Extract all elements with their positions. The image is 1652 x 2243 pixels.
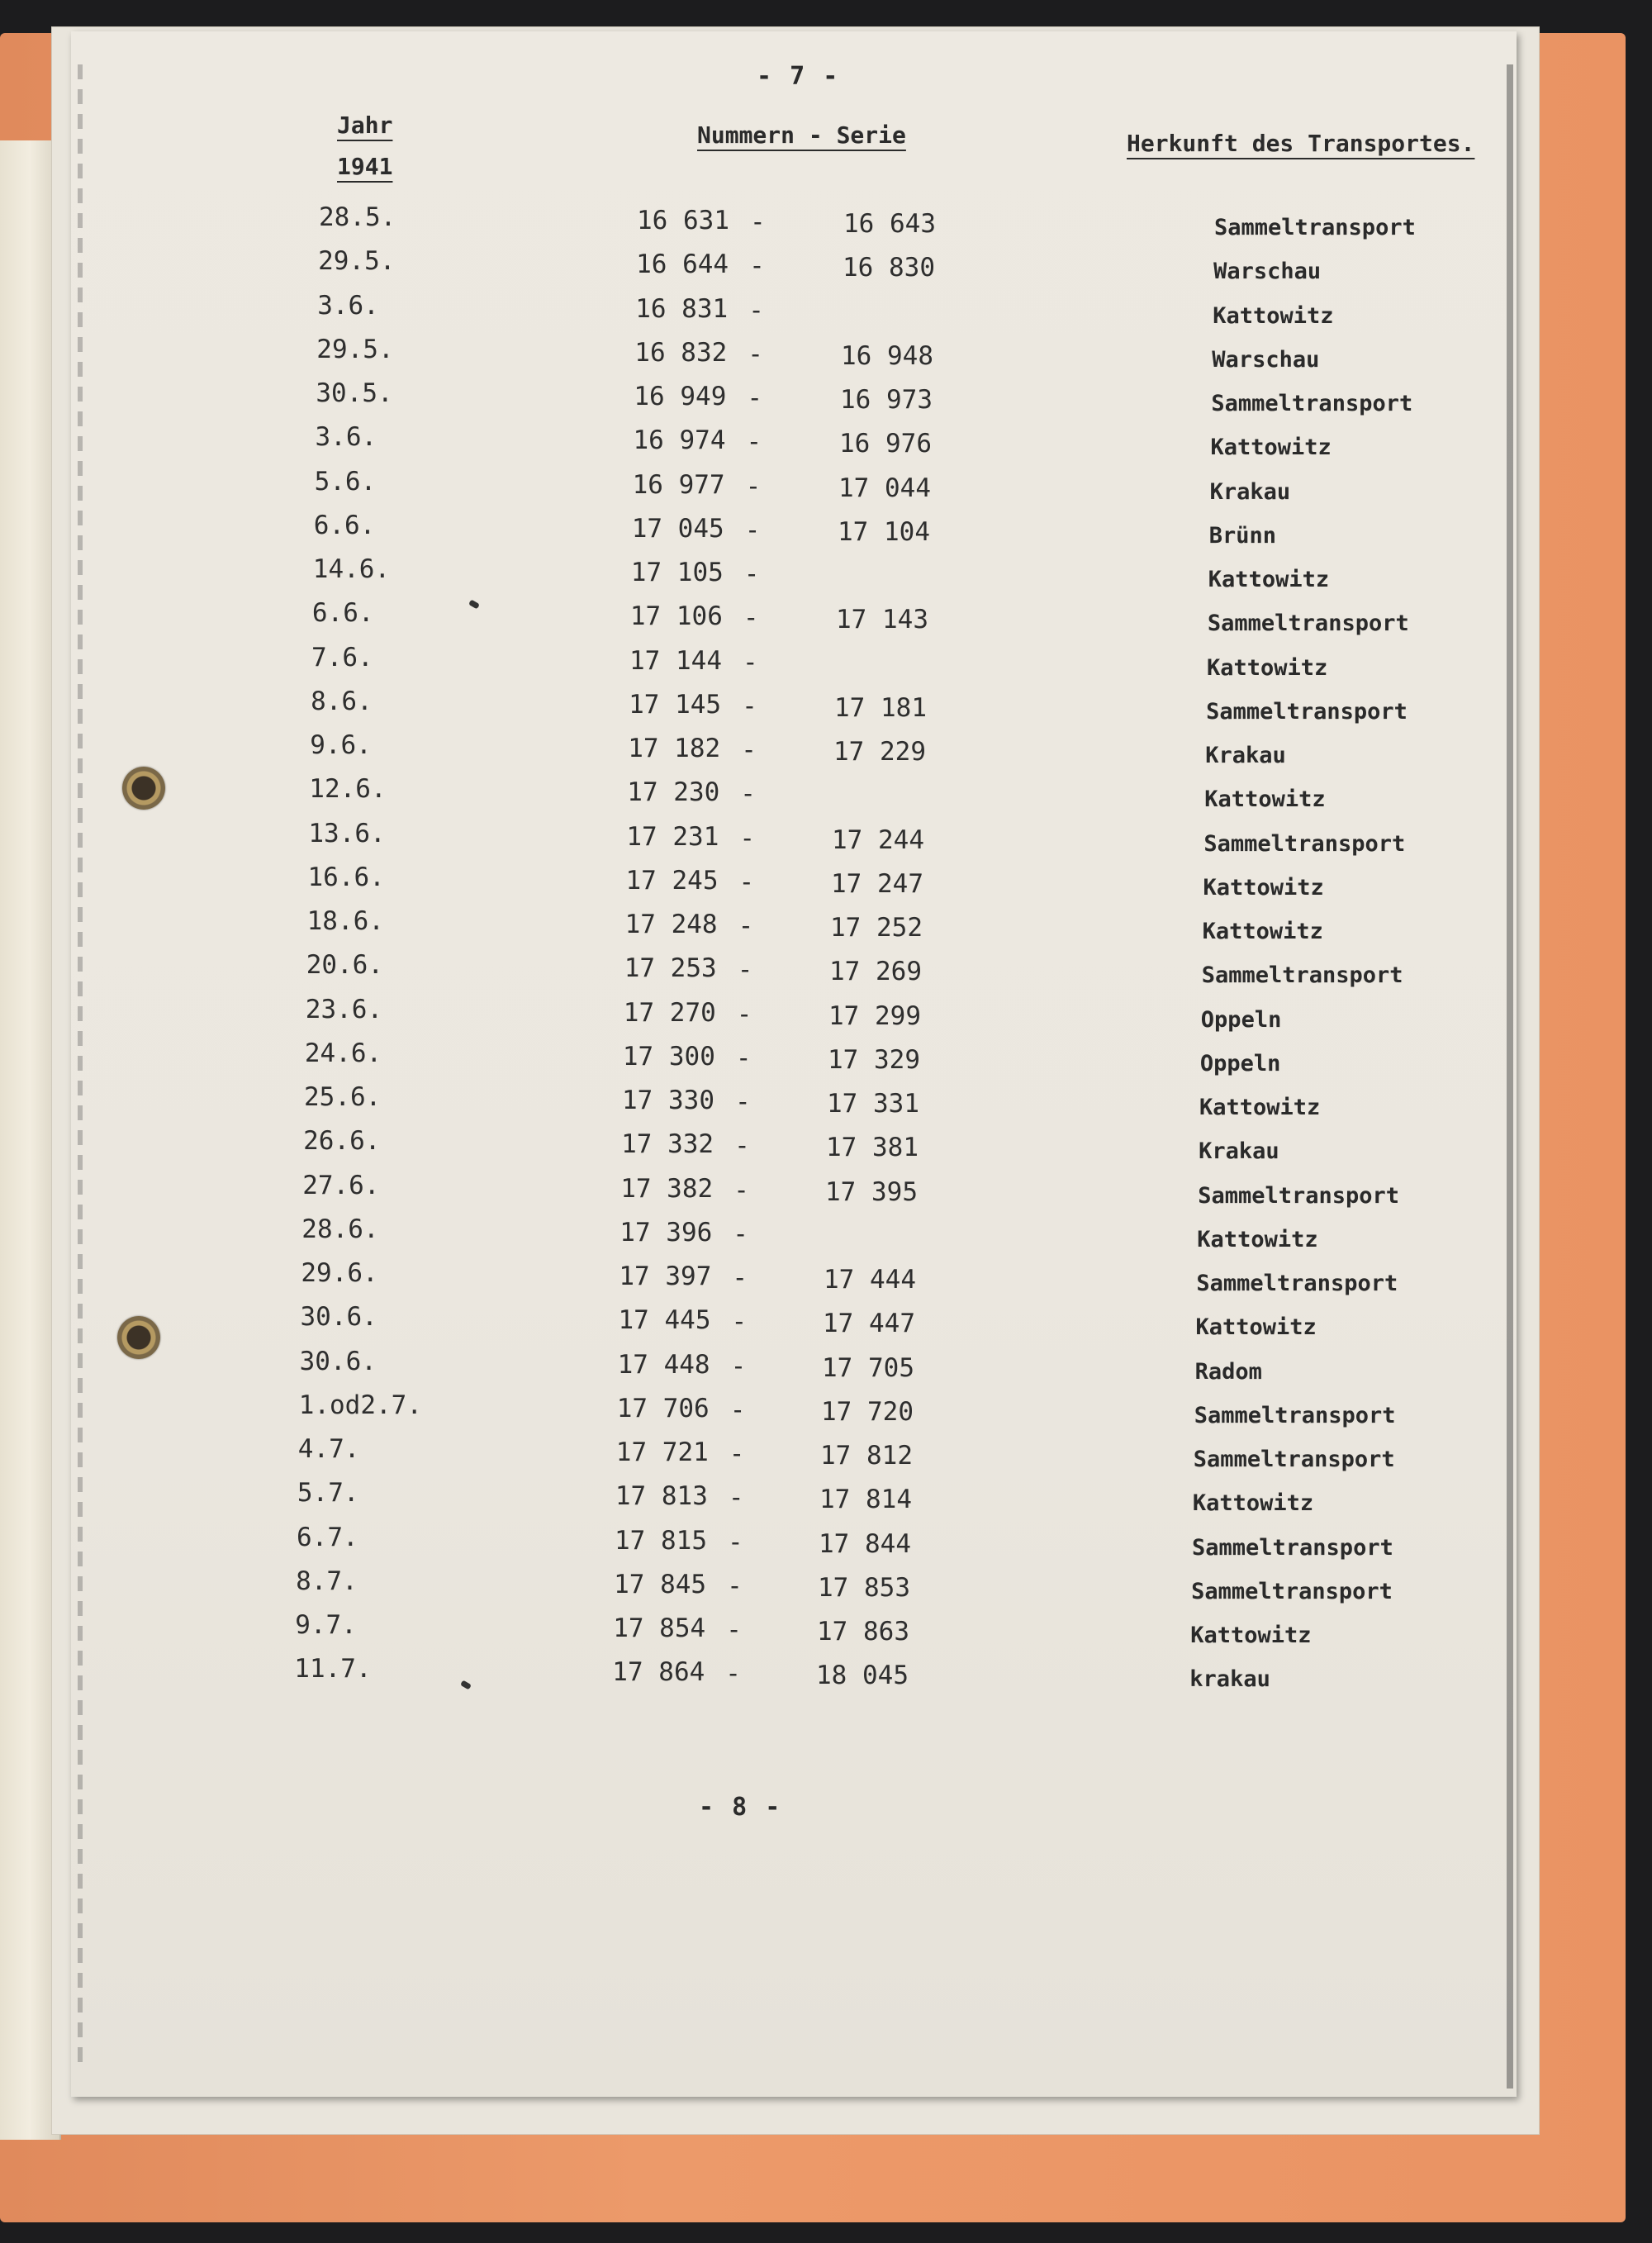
row-dash: - — [728, 1483, 744, 1514]
row-date: 4.7. — [297, 1434, 360, 1464]
row-origin: Sammeltransport — [1191, 1578, 1393, 1604]
row-number-to: 17 331 — [827, 1089, 919, 1119]
row-origin: Oppeln — [1199, 1050, 1281, 1076]
row-number-from: 17 270 — [623, 997, 716, 1028]
row-dash: - — [739, 823, 756, 853]
row-origin: Kattowitz — [1202, 919, 1323, 944]
row-origin: Sammeltransport — [1214, 215, 1416, 240]
row-number-from: 16 977 — [632, 469, 725, 500]
row-dash: - — [750, 207, 766, 237]
row-dash: - — [738, 911, 754, 941]
row-date: 29.5. — [318, 246, 396, 277]
row-date: 18.6. — [306, 906, 384, 936]
row-dash: - — [737, 955, 753, 986]
row-date: 16.6. — [307, 862, 385, 892]
row-origin: Sammeltransport — [1206, 698, 1408, 725]
row-origin: Kattowitz — [1207, 654, 1328, 681]
row-origin: Kattowitz — [1210, 435, 1332, 461]
row-number-to: 17 269 — [829, 957, 922, 987]
row-number-from: 17 815 — [615, 1525, 707, 1556]
punch-hole-icon — [122, 767, 165, 810]
row-origin: Brünn — [1208, 522, 1276, 549]
row-origin: Sammeltransport — [1207, 611, 1409, 637]
row-origin: Kattowitz — [1190, 1623, 1312, 1648]
row-number-from: 17 300 — [622, 1041, 715, 1072]
row-number-from: 17 845 — [614, 1569, 707, 1599]
row-date: 12.6. — [309, 774, 387, 805]
row-dash: - — [730, 1351, 747, 1381]
row-number-from: 17 332 — [621, 1129, 714, 1160]
row-number-to: 17 863 — [817, 1617, 909, 1647]
row-dash: - — [748, 295, 764, 326]
row-dash: - — [740, 779, 756, 810]
row-number-to: 17 244 — [832, 824, 924, 855]
row-number-from: 16 631 — [637, 206, 729, 235]
row-number-from: 16 831 — [635, 293, 729, 324]
row-number-to: 17 181 — [834, 692, 927, 723]
row-date: 23.6. — [305, 994, 383, 1024]
row-number-to: 17 143 — [836, 605, 928, 635]
row-number-to: 17 247 — [831, 868, 923, 899]
row-date: 27.6. — [302, 1170, 380, 1200]
row-dash: - — [735, 1043, 752, 1073]
header-year: Jahr — [337, 112, 393, 139]
row-number-to: 16 976 — [839, 429, 932, 459]
row-number-from: 17 382 — [620, 1173, 714, 1204]
row-number-to: 16 830 — [843, 253, 935, 283]
row-dash: - — [743, 603, 759, 634]
row-dash: - — [726, 1615, 742, 1645]
row-number-to: 17 252 — [830, 913, 923, 943]
row-number-from: 17 231 — [626, 821, 719, 852]
ink-mark — [468, 599, 480, 609]
row-number-from: 17 105 — [630, 558, 724, 587]
row-date: 6.7. — [297, 1522, 358, 1552]
row-origin: Sammeltransport — [1196, 1271, 1398, 1296]
row-dash: - — [735, 1087, 751, 1117]
row-dash: - — [741, 735, 757, 765]
row-dash: - — [745, 471, 762, 501]
row-dash: - — [742, 691, 757, 721]
row-date: 26.6. — [303, 1126, 381, 1157]
row-dash: - — [731, 1307, 748, 1338]
row-date: 8.7. — [296, 1566, 358, 1596]
row-dash: - — [733, 1175, 749, 1205]
row-origin: Sammeltransport — [1193, 1447, 1395, 1472]
row-dash: - — [749, 251, 765, 282]
row-origin: Kattowitz — [1203, 874, 1324, 901]
header-number-series: Nummern - Serie — [697, 121, 906, 149]
row-number-from: 17 445 — [618, 1305, 711, 1336]
row-origin: Kattowitz — [1195, 1314, 1317, 1341]
row-number-from: 17 253 — [624, 953, 717, 984]
row-number-to: 17 444 — [824, 1265, 916, 1295]
row-number-to: 16 973 — [840, 385, 933, 415]
row-dash: - — [725, 1659, 741, 1689]
row-number-from: 17 045 — [631, 513, 724, 544]
row-date: 9.6. — [310, 730, 372, 760]
row-origin: Krakau — [1199, 1138, 1279, 1165]
row-origin: Kattowitz — [1197, 1226, 1318, 1252]
row-date: 5.6. — [314, 466, 377, 497]
row-origin: Kattowitz — [1204, 786, 1326, 813]
row-number-to: 17 812 — [820, 1441, 913, 1471]
row-origin: Warschau — [1213, 259, 1322, 285]
row-origin: Sammeltransport — [1194, 1402, 1396, 1428]
row-origin: Sammeltransport — [1201, 962, 1403, 989]
row-number-from: 17 721 — [615, 1438, 709, 1467]
row-number-to: 17 381 — [826, 1133, 919, 1163]
row-number-to: 18 045 — [816, 1661, 909, 1691]
row-date: 7.6. — [311, 642, 373, 672]
row-dash: - — [744, 515, 761, 545]
row-origin: Sammeltransport — [1203, 830, 1406, 857]
row-origin: Kattowitz — [1192, 1490, 1314, 1517]
row-dash: - — [743, 647, 758, 677]
row-origin: Sammeltransport — [1211, 391, 1413, 416]
row-number-to: 17 853 — [818, 1572, 910, 1603]
page-number-bottom: - 8 - — [699, 1793, 782, 1822]
row-number-to: 17 447 — [823, 1309, 915, 1339]
row-date: 25.6. — [304, 1082, 382, 1112]
document-page — [71, 31, 1517, 2097]
row-number-to: 17 395 — [825, 1176, 918, 1207]
row-date: 1.od2.7. — [298, 1390, 422, 1420]
row-dash: - — [727, 1571, 743, 1601]
row-number-from: 17 144 — [629, 645, 722, 676]
row-dash: - — [738, 867, 755, 897]
punch-hole-icon — [117, 1316, 160, 1359]
row-date: 30.6. — [300, 1302, 377, 1333]
row-number-to: 17 104 — [838, 516, 930, 547]
row-number-from: 16 974 — [633, 425, 726, 456]
row-dash: - — [728, 1527, 743, 1557]
row-date: 24.6. — [304, 1038, 382, 1068]
row-date: 5.7. — [297, 1478, 359, 1509]
row-date: 28.6. — [301, 1214, 379, 1244]
row-dash: - — [748, 339, 763, 369]
row-date: 13.6. — [308, 818, 386, 848]
row-number-to: 17 044 — [838, 473, 931, 503]
row-dash: - — [732, 1263, 748, 1293]
row-number-to: 16 643 — [843, 209, 936, 239]
row-origin: krakau — [1189, 1666, 1270, 1693]
row-number-from: 17 448 — [617, 1349, 710, 1380]
row-number-from: 17 396 — [620, 1217, 713, 1247]
row-number-from: 16 832 — [634, 337, 728, 368]
row-dash: - — [743, 559, 760, 589]
row-dash: - — [729, 1439, 745, 1469]
row-date: 30.6. — [299, 1346, 377, 1376]
row-origin: Kattowitz — [1213, 302, 1334, 329]
row-date: 3.6. — [317, 290, 379, 321]
row-date: 30.5. — [316, 378, 393, 408]
row-date: 28.5. — [319, 202, 396, 232]
row-number-to: 17 720 — [821, 1396, 914, 1427]
row-number-from: 16 644 — [636, 249, 729, 280]
row-dash: - — [729, 1395, 746, 1425]
row-date: 20.6. — [306, 950, 384, 981]
row-date: 29.5. — [316, 334, 394, 364]
row-date: 9.7. — [295, 1610, 357, 1640]
row-origin: Krakau — [1209, 478, 1291, 505]
row-date: 29.6. — [301, 1258, 378, 1288]
row-origin: Kattowitz — [1199, 1095, 1321, 1120]
row-number-from: 17 854 — [613, 1613, 706, 1643]
row-origin: Radom — [1194, 1358, 1262, 1385]
row-number-to: 17 705 — [822, 1352, 914, 1383]
row-dash: - — [733, 1219, 748, 1249]
row-number-from: 17 248 — [624, 910, 718, 939]
ink-mark — [460, 1680, 472, 1689]
row-number-from: 17 182 — [628, 734, 721, 763]
row-origin: Sammeltransport — [1198, 1182, 1400, 1209]
row-number-from: 17 864 — [612, 1657, 705, 1688]
row-number-to: 17 299 — [828, 1000, 921, 1031]
row-dash: - — [746, 427, 762, 458]
row-number-to: 16 948 — [841, 340, 933, 371]
row-dash: - — [736, 999, 752, 1029]
row-number-from: 17 706 — [616, 1393, 710, 1423]
row-number-to: 17 814 — [819, 1485, 912, 1515]
row-origin: Kattowitz — [1208, 567, 1330, 592]
header-year-value: 1941 — [337, 153, 393, 180]
row-number-from: 17 330 — [622, 1086, 714, 1115]
page-number-top: - 7 - — [757, 62, 840, 91]
row-origin: Oppeln — [1200, 1006, 1282, 1033]
row-date: 3.6. — [315, 422, 377, 453]
row-number-from: 17 397 — [619, 1262, 712, 1291]
row-date: 6.6. — [313, 510, 376, 540]
row-origin: Sammeltransport — [1192, 1534, 1393, 1561]
row-number-from: 17 245 — [625, 865, 719, 896]
row-number-to: 17 329 — [828, 1044, 920, 1075]
row-date: 11.7. — [294, 1654, 372, 1685]
row-date: 6.6. — [311, 598, 374, 629]
header-transport-origin: Herkunft des Transportes. — [1127, 130, 1475, 157]
row-number-from: 17 106 — [629, 601, 723, 632]
row-number-from: 17 230 — [627, 777, 720, 808]
row-dash: - — [734, 1131, 750, 1162]
row-number-from: 17 145 — [629, 689, 722, 720]
row-date: 14.6. — [312, 554, 391, 584]
row-origin: Krakau — [1205, 743, 1286, 768]
row-number-from: 16 949 — [634, 382, 727, 411]
row-dash: - — [747, 383, 763, 413]
row-number-to: 17 229 — [833, 737, 926, 767]
row-number-from: 17 813 — [615, 1481, 708, 1512]
row-date: 8.6. — [311, 686, 373, 716]
row-origin: Warschau — [1212, 346, 1320, 373]
row-number-to: 17 844 — [819, 1528, 911, 1559]
